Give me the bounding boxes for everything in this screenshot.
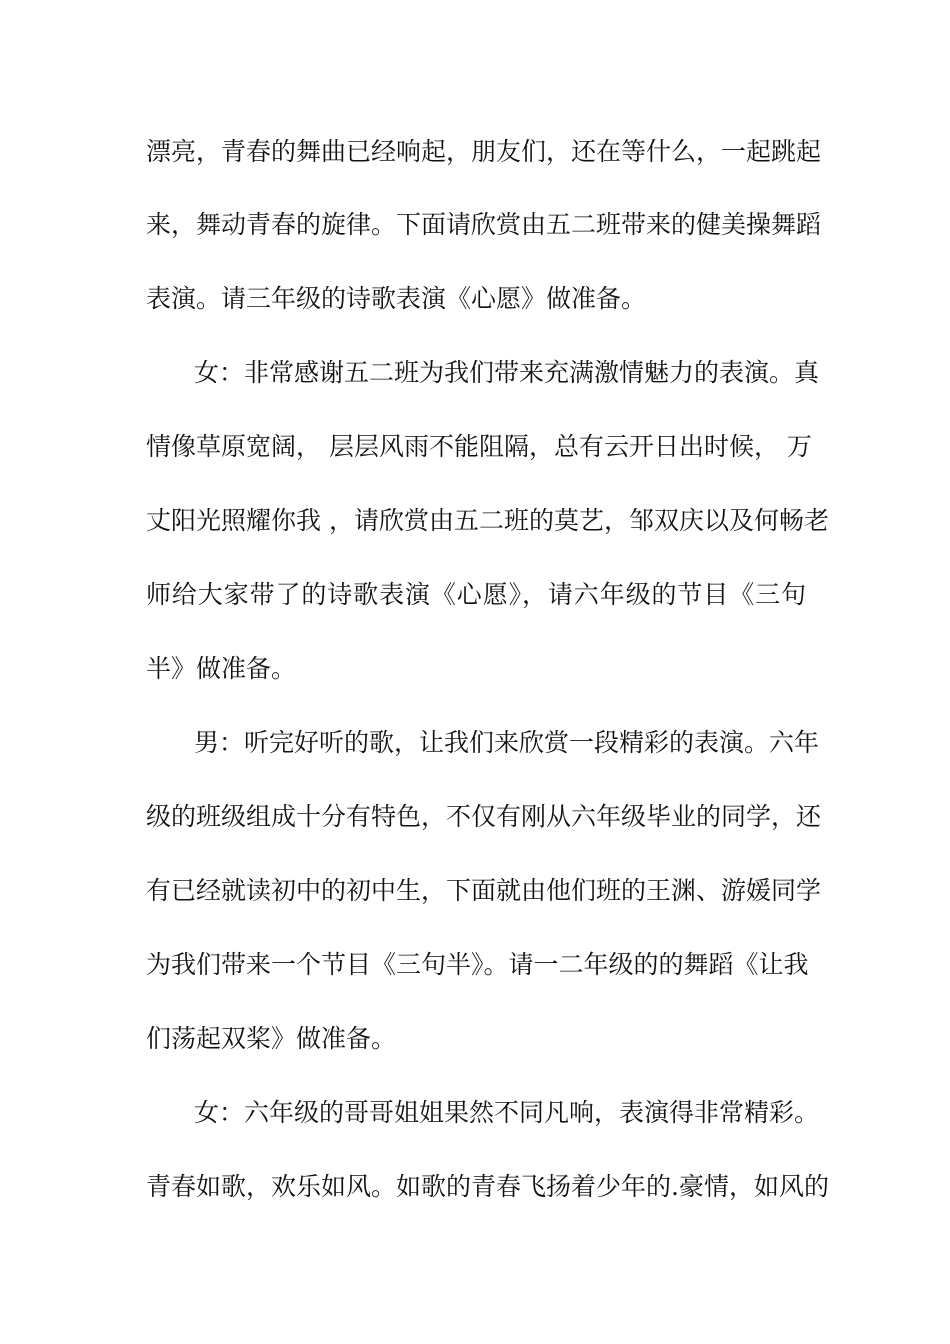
text-line: 为我们带来一个节目《三句半》。请一二年级的的舞蹈《让我 bbox=[146, 950, 809, 979]
text-line: 男：听完好听的歌，让我们来欣赏一段精彩的表演。六年 bbox=[194, 728, 820, 757]
text-line: 有已经就读初中的初中生，下面就由他们班的王渊、游媛同学 bbox=[146, 876, 822, 905]
text-line: 漂亮，青春的舞曲已经响起，朋友们，还在等什么，一起跳起 bbox=[146, 137, 822, 166]
text-line: 们荡起双桨》做准备。 bbox=[146, 1024, 397, 1053]
text-line: 半》做准备。 bbox=[146, 654, 297, 683]
text-line: 青春如歌，欢乐如风。如歌的青春飞扬着少年的.豪情，如风的 bbox=[146, 1172, 829, 1201]
text-line: 情像草原宽阔， 层层风雨不能阻隔，总有云开日出时候， 万 bbox=[146, 432, 812, 461]
text-line: 女：非常感谢五二班为我们带来充满激情魅力的表演。真 bbox=[194, 358, 820, 387]
text-line: 师给大家带了的诗歌表演《心愿》，请六年级的节目《三句 bbox=[146, 580, 806, 609]
text-line: 表演。请三年级的诗歌表演《心愿》做准备。 bbox=[146, 284, 647, 313]
text-line: 级的班级组成十分有特色，不仅有刚从六年级毕业的同学，还 bbox=[146, 802, 822, 831]
text-line: 来，舞动青春的旋律。下面请欣赏由五二班带来的健美操舞蹈 bbox=[146, 210, 822, 239]
text-line: 丈阳光照耀你我 ，请欣赏由五二班的莫艺，邹双庆以及何畅老 bbox=[146, 506, 829, 535]
text-line: 女：六年级的哥哥姐姐果然不同凡响，表演得非常精彩。 bbox=[194, 1098, 820, 1127]
